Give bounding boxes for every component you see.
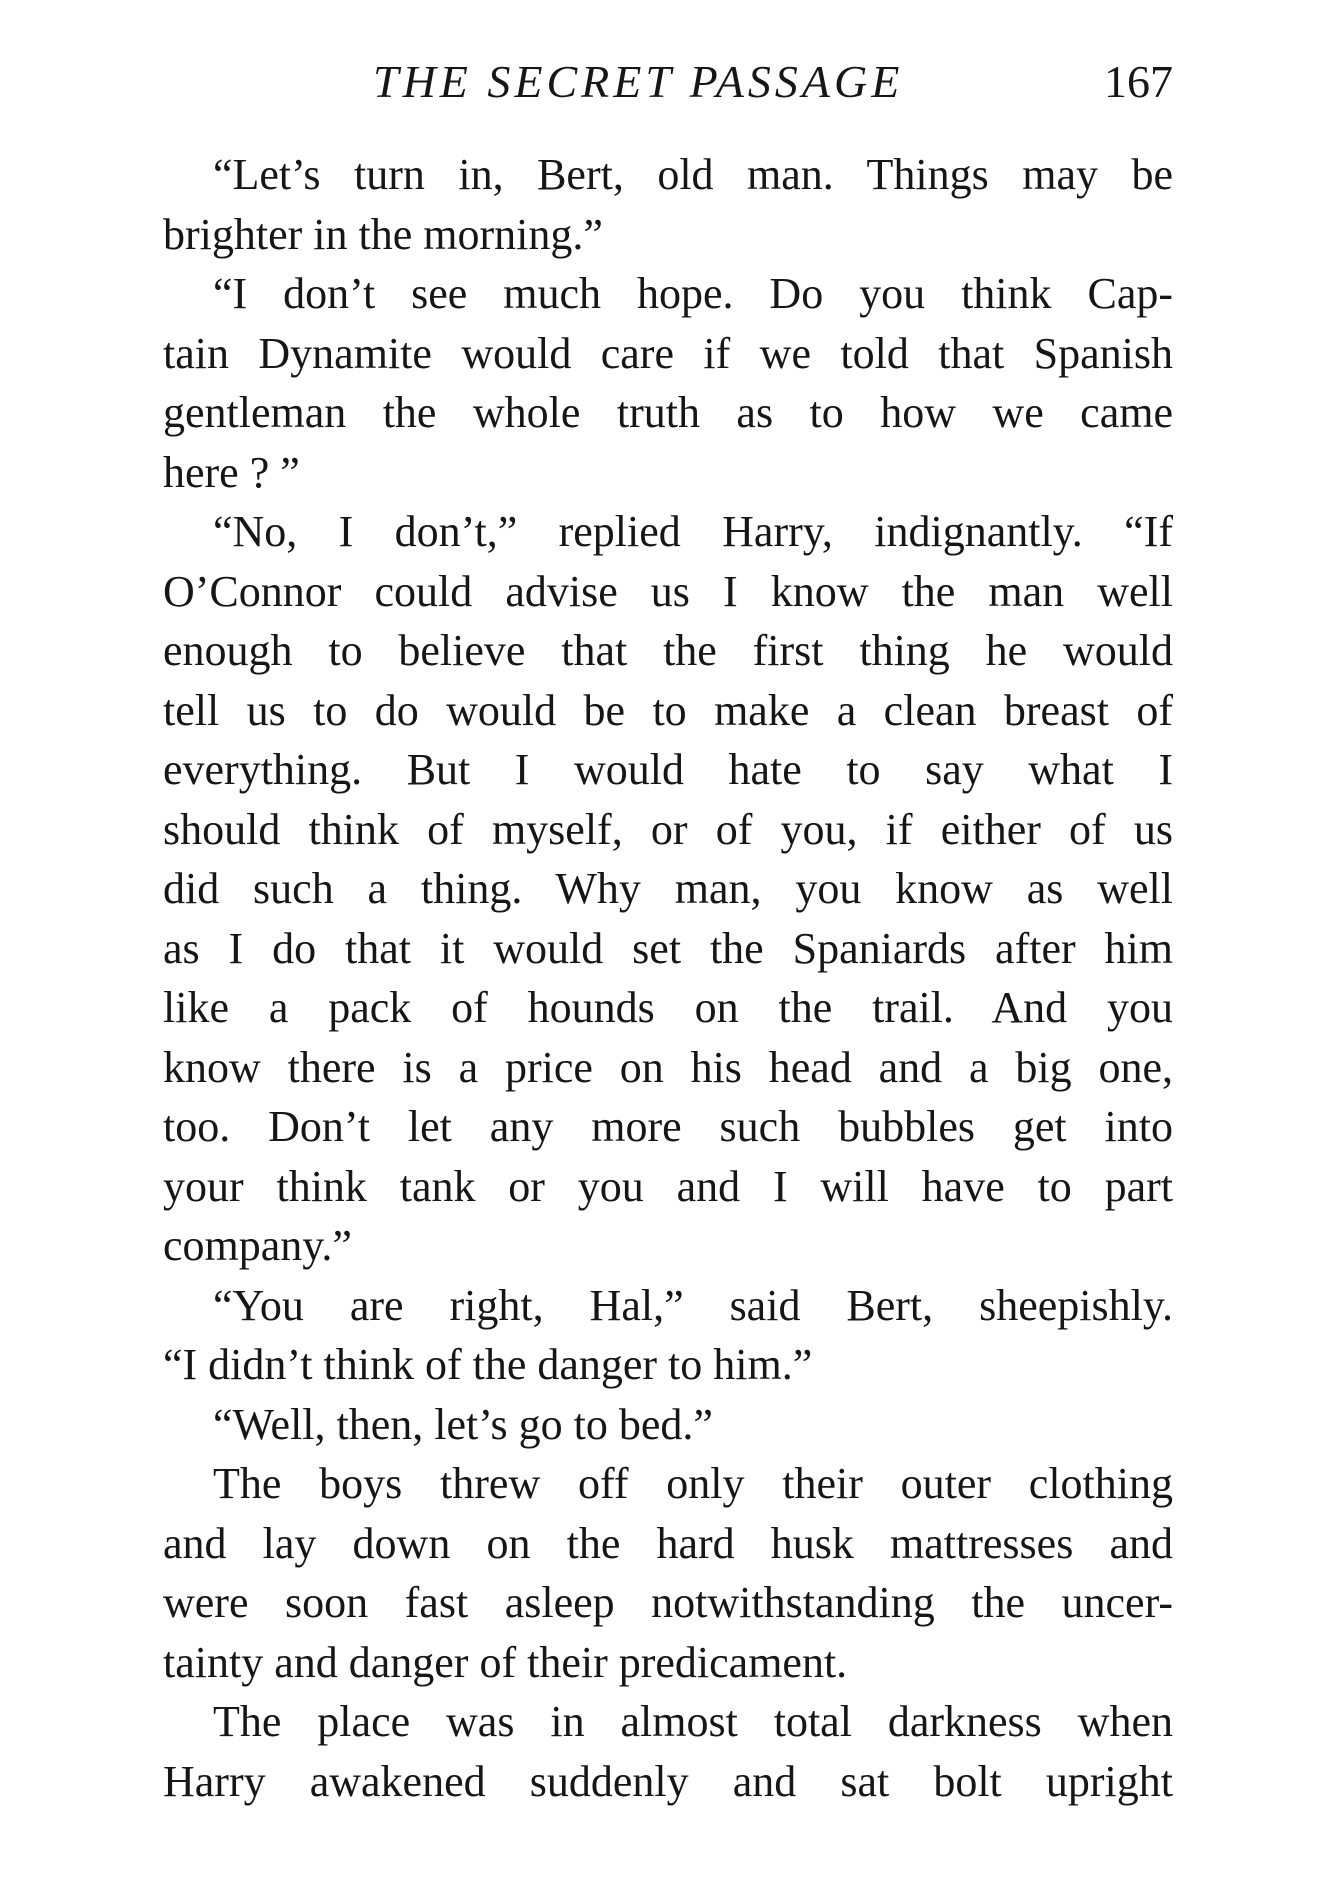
text-line: “You are right, Hal,” said Bert, sheepishly.	[213, 1280, 1173, 1330]
text-line: like a pack of hounds on the trail. And you	[163, 983, 1173, 1032]
running-head	[163, 52, 1173, 112]
text-line: tain Dynamite would care if we told that Spanish	[163, 328, 1173, 378]
text-line: should think of myself, or of you, if either of us	[163, 804, 1173, 854]
text-line: The boys threw off only their outer clothing	[213, 1459, 1173, 1508]
text-line: as I do that it would set the Spaniards after him	[163, 923, 1173, 973]
text-line: gentleman the whole truth as to how we came	[163, 388, 1173, 437]
text-line: enough to believe that the first thing he would	[163, 626, 1173, 675]
page-number: 167	[1104, 56, 1173, 107]
text-line: O’Connor could advise us I know the man well	[163, 566, 1173, 616]
text-line: “No, I don’t,” replied Harry, indignantly. “If	[213, 507, 1173, 556]
text-line: The place was in almost total darkness when	[213, 1697, 1173, 1746]
text-line: “Let’s turn in, Bert, old man. Things may be	[213, 150, 1173, 199]
text-line: “I don’t see much hope. Do you think Cap-	[213, 269, 1173, 318]
text-line: tell us to do would be to make a clean breast of	[163, 685, 1173, 735]
text-line: were soon fast asleep notwithstanding the uncer-	[163, 1578, 1173, 1627]
text-line: your think tank or you and I will have to part	[163, 1161, 1173, 1211]
text-line: Harry awakened suddenly and sat bolt upright	[163, 1756, 1173, 1806]
text-line: “Well, then, let’s go to bed.”	[213, 1399, 713, 1449]
text-line: know there is a price on his head and a big one,	[163, 1042, 1173, 1092]
text-line: everything. But I would hate to say what I	[163, 745, 1173, 794]
text-line: “I didn’t think of the danger to him.”	[163, 1340, 813, 1389]
text-line: here ? ”	[163, 447, 300, 497]
text-line: company.”	[163, 1221, 352, 1270]
body-text	[163, 145, 1173, 1811]
text-line: brighter in the morning.”	[163, 209, 603, 259]
text-line: did such a thing. Why man, you know as well	[163, 864, 1173, 913]
text-line: too. Don’t let any more such bubbles get into	[163, 1102, 1173, 1151]
text-line: tainty and danger of their predicament.	[163, 1637, 848, 1687]
running-title: THE SECRET PASSAGE	[373, 56, 904, 107]
text-line: and lay down on the hard husk mattresses and	[163, 1518, 1173, 1568]
